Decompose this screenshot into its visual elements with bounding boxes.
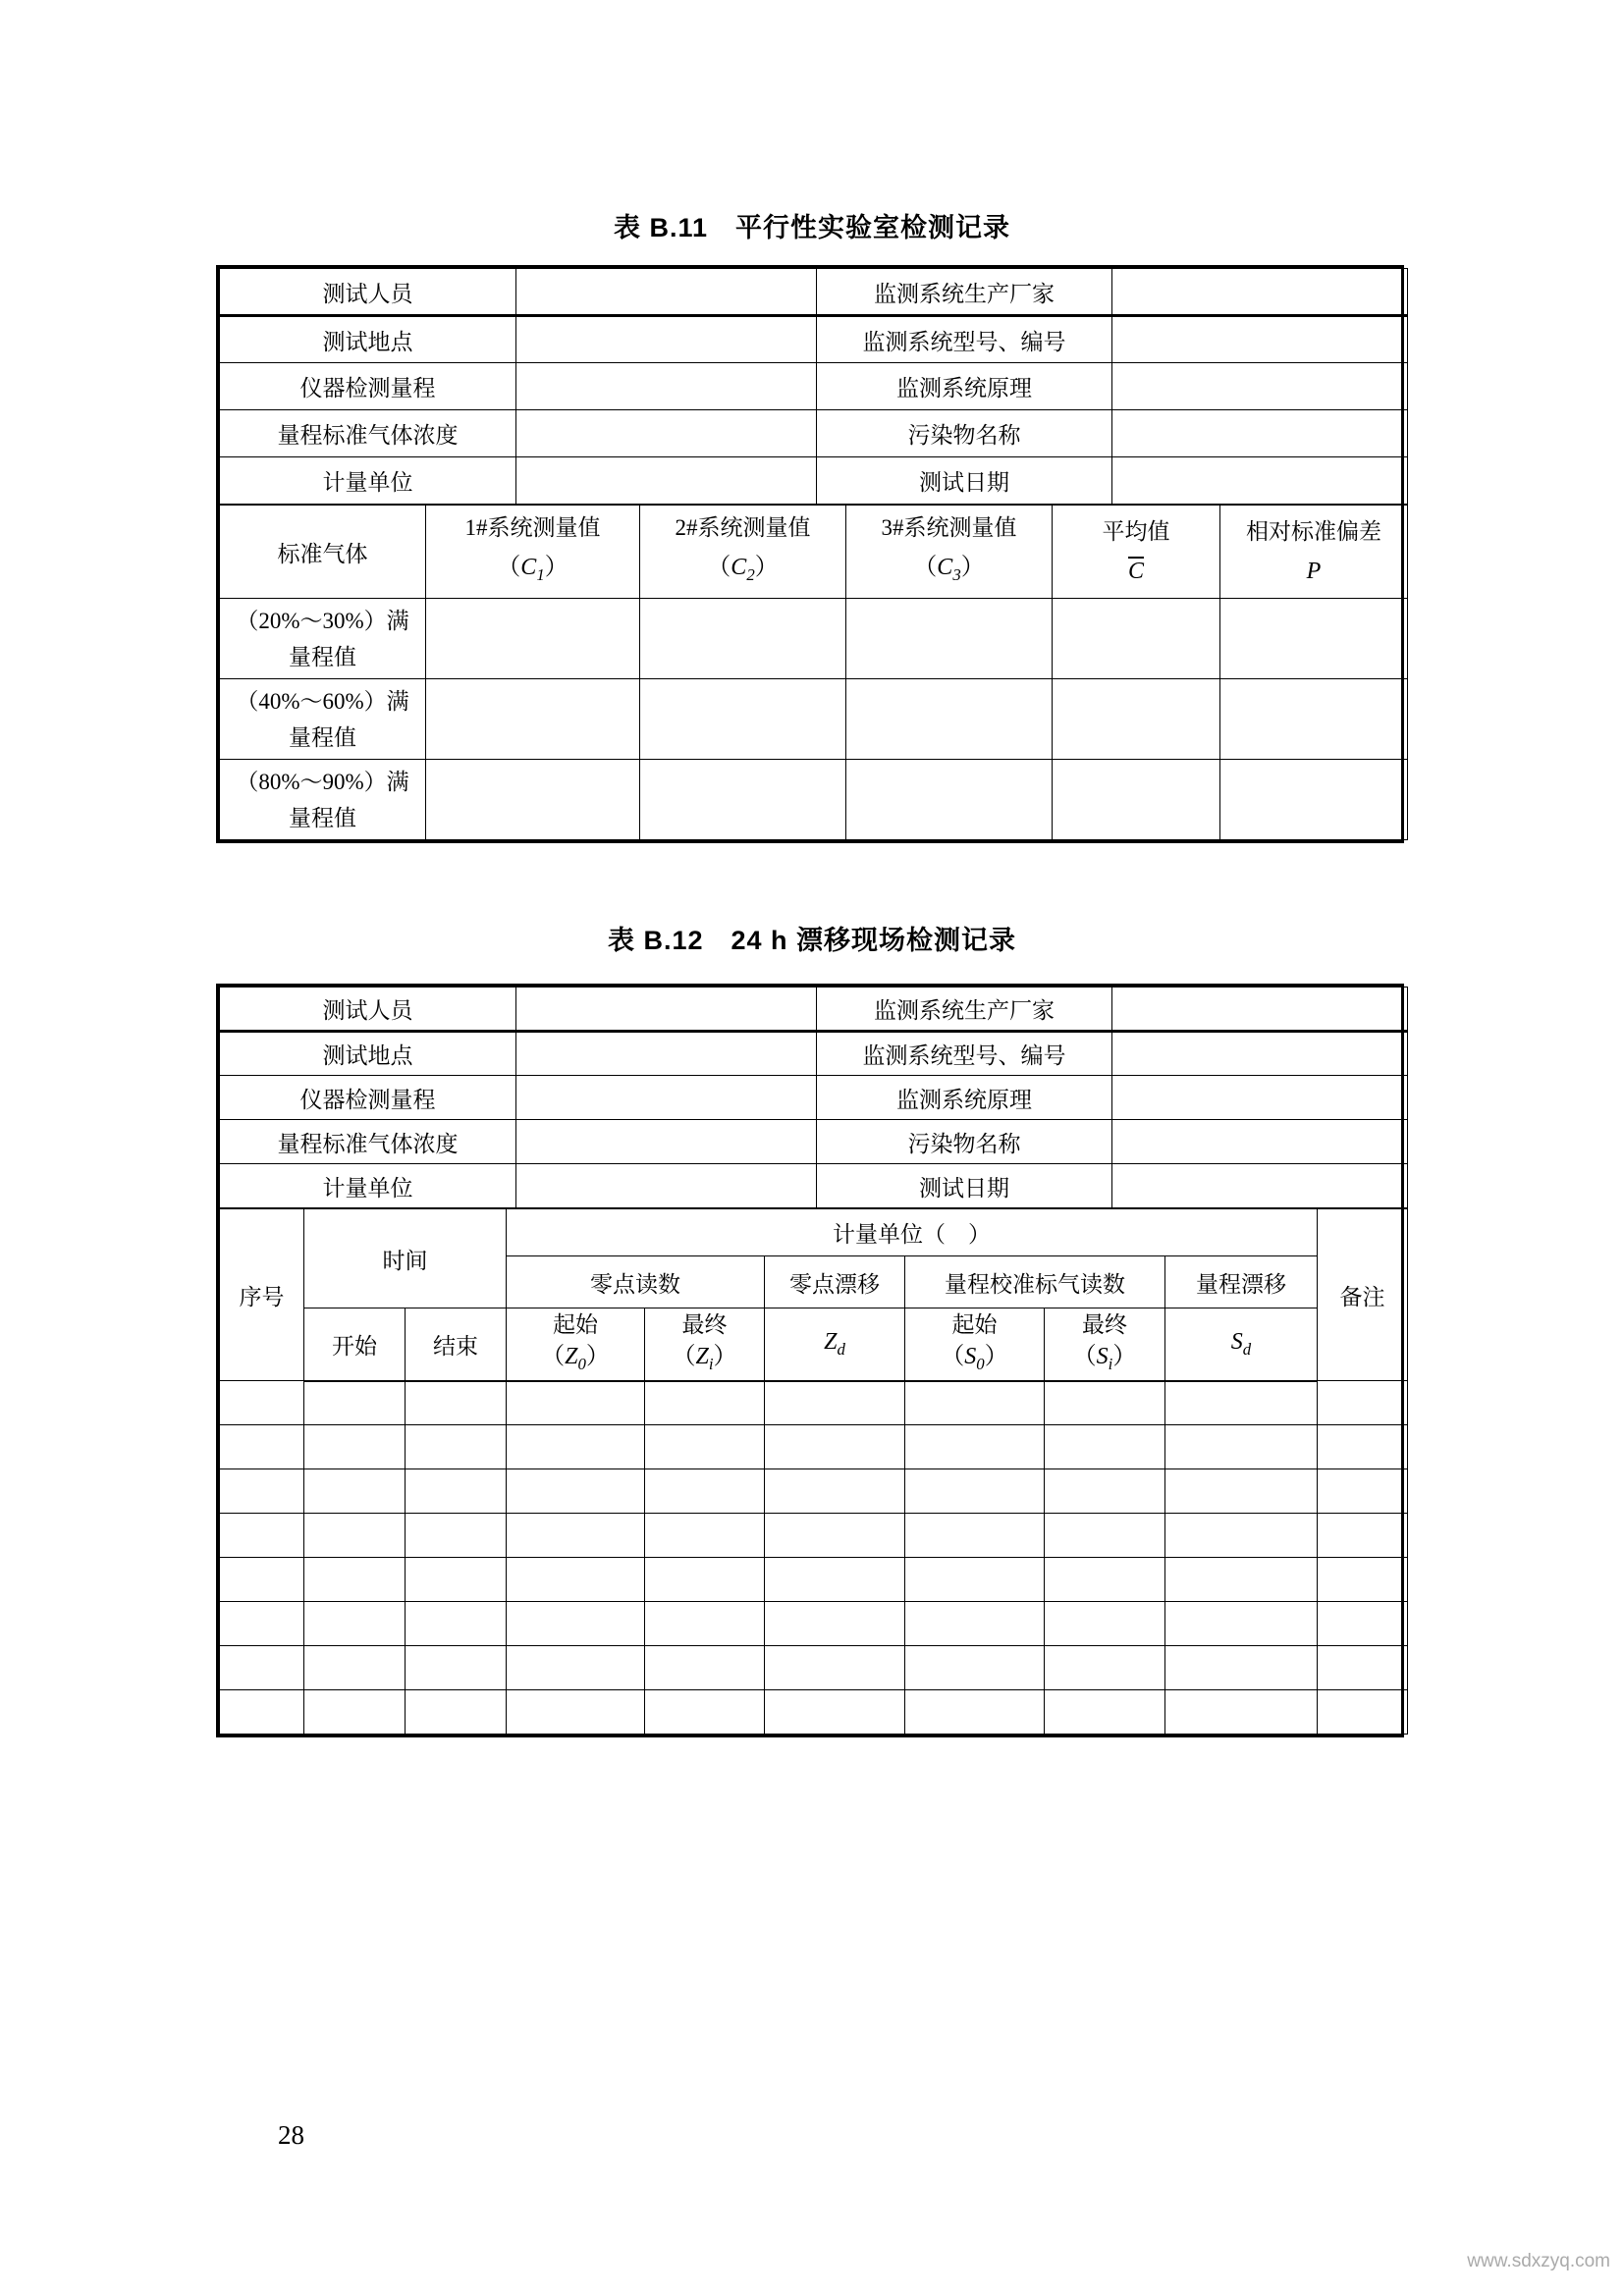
b12-drift-table bbox=[219, 1208, 1408, 1735]
info-row bbox=[220, 363, 1408, 410]
info-label-cell: 量程标准气体浓度 bbox=[220, 410, 516, 457]
info-label-cell: 监测系统原理 bbox=[817, 363, 1112, 410]
table-b11-title: 表 B.11 平行性实验室检测记录 bbox=[613, 213, 1011, 242]
value-cell bbox=[1053, 599, 1220, 679]
sys3-header: 3#系统测量值 $(C_3)$ bbox=[846, 506, 1053, 599]
grid-cell bbox=[1165, 1602, 1318, 1646]
grid-cell bbox=[905, 1469, 1045, 1514]
grid-cell bbox=[1318, 1646, 1408, 1690]
table-b11 bbox=[216, 265, 1404, 843]
time-header: 时间 bbox=[304, 1209, 507, 1308]
info-label-cell: 监测系统型号、编号 bbox=[817, 1032, 1112, 1076]
grid-cell bbox=[220, 1646, 304, 1690]
grid-cell bbox=[1318, 1381, 1408, 1425]
info-label-cell: 测试日期 bbox=[817, 1164, 1112, 1208]
info-value-cell bbox=[516, 1076, 817, 1120]
grid-cell bbox=[1045, 1381, 1165, 1425]
grid-cell bbox=[905, 1425, 1045, 1469]
grid-cell bbox=[406, 1690, 507, 1735]
info-label-cell: 测试地点 bbox=[220, 1032, 516, 1076]
info-row bbox=[220, 457, 1408, 505]
grid-cell bbox=[765, 1690, 905, 1735]
grid-cell bbox=[765, 1425, 905, 1469]
grid-cell bbox=[220, 1514, 304, 1558]
grid-cell bbox=[905, 1646, 1045, 1690]
span-drift-header: 量程漂移 bbox=[1165, 1256, 1318, 1308]
standard-gas-header: 标准气体 bbox=[220, 506, 426, 599]
grid-cell bbox=[220, 1425, 304, 1469]
rsd-header: 相对标准偏差 P bbox=[1220, 506, 1408, 599]
table-row bbox=[220, 1514, 1408, 1558]
grid-cell bbox=[765, 1558, 905, 1602]
b12-info-table bbox=[219, 987, 1408, 1208]
range-label-cell: （20%～30%）满 量程值 bbox=[220, 599, 426, 679]
value-cell bbox=[1053, 760, 1220, 840]
grid-cell bbox=[304, 1690, 406, 1735]
grid-cell bbox=[1165, 1514, 1318, 1558]
grid-cell bbox=[304, 1514, 406, 1558]
info-value-cell bbox=[516, 1164, 817, 1208]
value-cell bbox=[640, 679, 846, 760]
grid-cell bbox=[1318, 1602, 1408, 1646]
table-b12-title: 表 B.12 24 h 漂移现场检测记录 bbox=[607, 926, 1017, 955]
grid-cell bbox=[1045, 1646, 1165, 1690]
info-value-cell bbox=[1112, 410, 1408, 457]
info-row bbox=[220, 1120, 1408, 1164]
info-label-cell: 监测系统原理 bbox=[817, 1076, 1112, 1120]
grid-cell bbox=[645, 1602, 765, 1646]
info-value-cell bbox=[1112, 363, 1408, 410]
grid-cell bbox=[1318, 1425, 1408, 1469]
grid-cell bbox=[220, 1602, 304, 1646]
grid-cell bbox=[507, 1425, 645, 1469]
info-label-cell: 测试地点 bbox=[220, 316, 516, 363]
table-row bbox=[220, 1425, 1408, 1469]
grid-cell bbox=[1318, 1690, 1408, 1735]
info-label-cell: 监测系统生产厂家 bbox=[817, 988, 1112, 1032]
info-value-cell bbox=[516, 988, 817, 1032]
seq-header: 序号 bbox=[220, 1209, 304, 1381]
value-cell bbox=[640, 599, 846, 679]
info-row bbox=[220, 1076, 1408, 1120]
info-value-cell bbox=[1112, 457, 1408, 505]
b11-info-table bbox=[219, 268, 1408, 505]
zero-drift-header: 零点漂移 bbox=[765, 1256, 905, 1308]
table-row bbox=[220, 679, 1408, 760]
page-number: 28 bbox=[278, 2120, 304, 2150]
value-cell bbox=[1220, 679, 1408, 760]
value-cell bbox=[1220, 599, 1408, 679]
grid-cell bbox=[1165, 1425, 1318, 1469]
zero-reading-header: 零点读数 bbox=[507, 1256, 765, 1308]
grid-cell bbox=[905, 1514, 1045, 1558]
range-label-cell: （80%～90%）满 量程值 bbox=[220, 760, 426, 840]
grid-cell bbox=[1045, 1558, 1165, 1602]
grid-cell bbox=[220, 1381, 304, 1425]
info-value-cell bbox=[1112, 1076, 1408, 1120]
table-row bbox=[220, 1690, 1408, 1735]
grid-cell bbox=[1045, 1514, 1165, 1558]
measure-header-row bbox=[220, 506, 1408, 599]
info-row bbox=[220, 316, 1408, 363]
info-row bbox=[220, 988, 1408, 1032]
value-cell bbox=[426, 599, 640, 679]
info-label-cell: 计量单位 bbox=[220, 1164, 516, 1208]
grid-cell bbox=[406, 1602, 507, 1646]
value-cell bbox=[640, 760, 846, 840]
grid-cell bbox=[1318, 1558, 1408, 1602]
grid-cell bbox=[304, 1381, 406, 1425]
sd-header: $S_d$ bbox=[1165, 1308, 1318, 1381]
info-label-cell: 测试日期 bbox=[817, 457, 1112, 505]
drift-header-row-1 bbox=[220, 1209, 1408, 1256]
table-row bbox=[220, 760, 1408, 840]
grid-cell bbox=[507, 1469, 645, 1514]
info-label-cell: 监测系统生产厂家 bbox=[817, 269, 1112, 316]
info-label-cell: 仪器检测量程 bbox=[220, 1076, 516, 1120]
value-cell bbox=[426, 679, 640, 760]
info-value-cell bbox=[1112, 1032, 1408, 1076]
grid-cell bbox=[765, 1469, 905, 1514]
grid-cell bbox=[1318, 1514, 1408, 1558]
sys1-header: 1#系统测量值 $(C_1)$ bbox=[426, 506, 640, 599]
info-value-cell bbox=[1112, 1120, 1408, 1164]
value-cell bbox=[846, 679, 1053, 760]
grid-cell bbox=[1045, 1690, 1165, 1735]
zi-header: 最终 $(Z_i)$ bbox=[645, 1308, 765, 1381]
end-header: 结束 bbox=[406, 1308, 507, 1381]
grid-cell bbox=[905, 1558, 1045, 1602]
grid-cell bbox=[645, 1690, 765, 1735]
grid-cell bbox=[406, 1558, 507, 1602]
info-row bbox=[220, 269, 1408, 316]
grid-cell bbox=[645, 1469, 765, 1514]
grid-cell bbox=[905, 1602, 1045, 1646]
info-value-cell bbox=[516, 316, 817, 363]
remark-header: 备注 bbox=[1318, 1209, 1408, 1381]
sys2-header: 2#系统测量值 $(C_2)$ bbox=[640, 506, 846, 599]
z0-header: 起始 $(Z_0)$ bbox=[507, 1308, 645, 1381]
info-label-cell: 测试人员 bbox=[220, 988, 516, 1032]
grid-cell bbox=[1165, 1469, 1318, 1514]
grid-cell bbox=[406, 1381, 507, 1425]
grid-cell bbox=[406, 1514, 507, 1558]
info-value-cell bbox=[516, 410, 817, 457]
info-value-cell bbox=[516, 269, 817, 316]
info-label-cell: 量程标准气体浓度 bbox=[220, 1120, 516, 1164]
table-row bbox=[220, 1558, 1408, 1602]
grid-cell bbox=[645, 1514, 765, 1558]
info-label-cell: 污染物名称 bbox=[817, 410, 1112, 457]
value-cell bbox=[1053, 679, 1220, 760]
grid-cell bbox=[1165, 1558, 1318, 1602]
grid-cell bbox=[220, 1690, 304, 1735]
grid-cell bbox=[645, 1381, 765, 1425]
grid-cell bbox=[765, 1602, 905, 1646]
grid-cell bbox=[507, 1381, 645, 1425]
info-label-cell: 测试人员 bbox=[220, 269, 516, 316]
grid-cell bbox=[1045, 1602, 1165, 1646]
info-value-cell bbox=[516, 363, 817, 410]
grid-cell bbox=[304, 1469, 406, 1514]
grid-cell bbox=[507, 1558, 645, 1602]
grid-cell bbox=[905, 1690, 1045, 1735]
grid-cell bbox=[1165, 1381, 1318, 1425]
table-b12 bbox=[216, 984, 1404, 1737]
grid-cell bbox=[507, 1690, 645, 1735]
grid-cell bbox=[304, 1425, 406, 1469]
value-cell bbox=[846, 760, 1053, 840]
grid-cell bbox=[1165, 1646, 1318, 1690]
grid-cell bbox=[1045, 1469, 1165, 1514]
grid-cell bbox=[304, 1558, 406, 1602]
b11-measure-table bbox=[219, 505, 1408, 840]
table-row bbox=[220, 1646, 1408, 1690]
grid-cell bbox=[406, 1646, 507, 1690]
info-value-cell bbox=[516, 457, 817, 505]
info-value-cell bbox=[1112, 316, 1408, 363]
drift-header-row-3 bbox=[220, 1308, 1408, 1381]
grid-cell bbox=[1045, 1425, 1165, 1469]
grid-cell bbox=[507, 1514, 645, 1558]
info-row bbox=[220, 410, 1408, 457]
grid-cell bbox=[1318, 1469, 1408, 1514]
info-label-cell: 污染物名称 bbox=[817, 1120, 1112, 1164]
grid-cell bbox=[1165, 1690, 1318, 1735]
info-label-cell: 监测系统型号、编号 bbox=[817, 316, 1112, 363]
grid-cell bbox=[507, 1602, 645, 1646]
info-value-cell bbox=[1112, 988, 1408, 1032]
grid-cell bbox=[645, 1558, 765, 1602]
unit-header: 计量单位（ ） bbox=[507, 1209, 1318, 1256]
start-header: 开始 bbox=[304, 1308, 406, 1381]
grid-cell bbox=[406, 1425, 507, 1469]
grid-cell bbox=[220, 1558, 304, 1602]
range-label-cell: （40%～60%）满 量程值 bbox=[220, 679, 426, 760]
span-reading-header: 量程校准标气读数 bbox=[905, 1256, 1165, 1308]
grid-cell bbox=[905, 1381, 1045, 1425]
grid-cell bbox=[645, 1646, 765, 1690]
grid-cell bbox=[765, 1381, 905, 1425]
grid-cell bbox=[765, 1646, 905, 1690]
s0-header: 起始 $(S_0)$ bbox=[905, 1308, 1045, 1381]
info-value-cell bbox=[1112, 269, 1408, 316]
info-label-cell: 仪器检测量程 bbox=[220, 363, 516, 410]
grid-cell bbox=[304, 1646, 406, 1690]
average-header: 平均值 $\overline{C}$ bbox=[1053, 506, 1220, 599]
table-row bbox=[220, 1381, 1408, 1425]
table-row bbox=[220, 599, 1408, 679]
info-row bbox=[220, 1164, 1408, 1208]
value-cell bbox=[426, 760, 640, 840]
info-row bbox=[220, 1032, 1408, 1076]
value-cell bbox=[1220, 760, 1408, 840]
watermark: www.sdxzyq.com bbox=[1467, 2251, 1610, 2271]
value-cell bbox=[846, 599, 1053, 679]
table-row bbox=[220, 1469, 1408, 1514]
grid-cell bbox=[507, 1646, 645, 1690]
grid-cell bbox=[304, 1602, 406, 1646]
info-label-cell: 计量单位 bbox=[220, 457, 516, 505]
info-value-cell bbox=[516, 1120, 817, 1164]
grid-cell bbox=[765, 1514, 905, 1558]
grid-cell bbox=[220, 1469, 304, 1514]
table-row bbox=[220, 1602, 1408, 1646]
grid-cell bbox=[406, 1469, 507, 1514]
info-value-cell bbox=[516, 1032, 817, 1076]
zd-header: $Z_d$ bbox=[765, 1308, 905, 1381]
info-value-cell bbox=[1112, 1164, 1408, 1208]
grid-cell bbox=[645, 1425, 765, 1469]
si-header: 最终 $(S_i)$ bbox=[1045, 1308, 1165, 1381]
